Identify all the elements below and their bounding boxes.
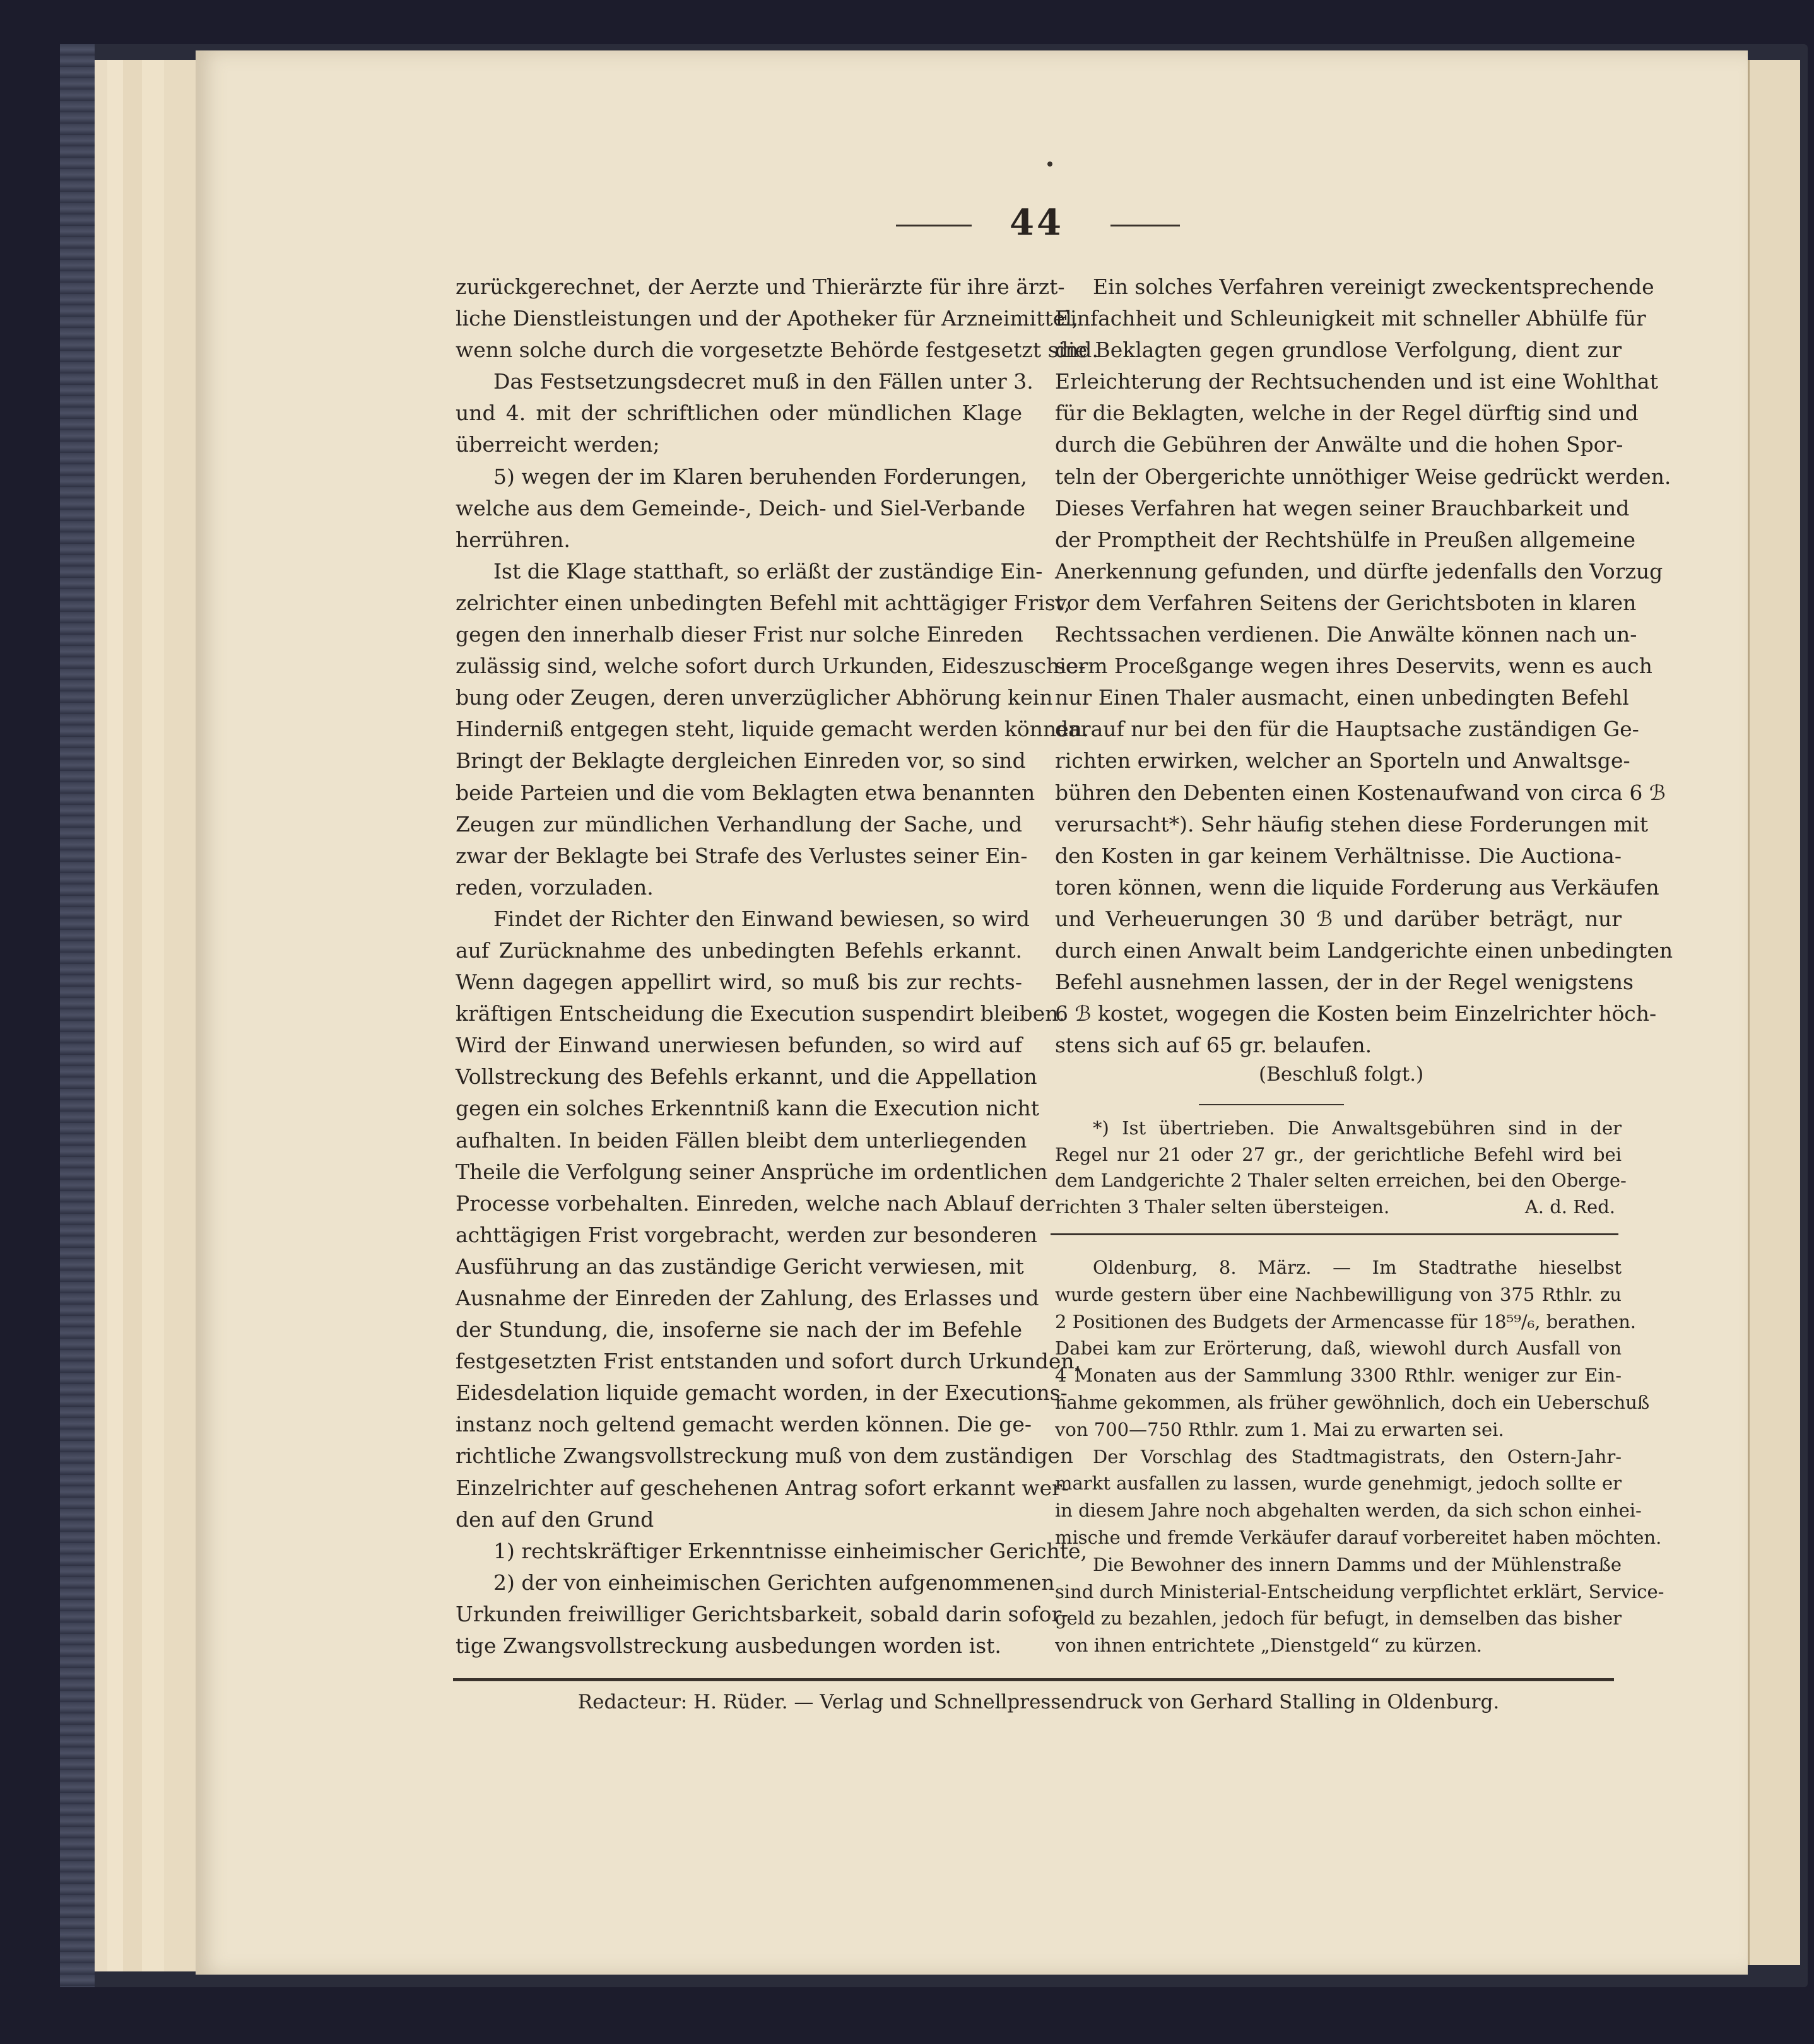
text-line: Das Festsetzungsdecret muß in den Fällen unter 3. xyxy=(493,369,1034,394)
text-line: stens sich auf 65 gr. belaufen. xyxy=(1055,1033,1372,1058)
footnote-signature: A. d. Red. xyxy=(1524,1195,1615,1218)
footnote-separator xyxy=(1199,1104,1344,1105)
text-line: beide Parteien und die vom Beklagten etwa benannten xyxy=(456,780,1035,805)
book-binding xyxy=(60,44,95,1987)
right-column-news xyxy=(1055,1254,1664,1659)
text-line: der Stundung, die, insoferne sie nach der im Befehle xyxy=(456,1317,1022,1342)
text-line: richten erwirken, welcher an Sporteln und Anwaltsge- xyxy=(1055,748,1630,773)
text-line: markt ausfallen zu lassen, wurde genehmigt, jedoch sollte er xyxy=(1055,1472,1622,1495)
page-number: 44 xyxy=(1010,202,1064,244)
text-line: achttägigen Frist vorgebracht, werden zur besonderen xyxy=(456,1222,1037,1247)
text-line: richten 3 Thaler selten übersteigen. xyxy=(1055,1195,1390,1218)
text-line: liche Dienstleistungen und der Apotheker für Arzneimittel, xyxy=(456,306,1079,331)
text-line: die Beklagten gegen grundlose Verfolgung, dient zur xyxy=(1055,338,1622,363)
text-line: Die Bewohner des innern Damms und der Mühlenstraße xyxy=(1093,1553,1622,1575)
page-number-rule-left xyxy=(896,225,972,226)
text-line: Der Vorschlag des Stadtmagistrats, den Ostern-Jahr- xyxy=(1093,1445,1622,1467)
text-line: 4 Monaten aus der Sammlung 3300 Rthlr. weniger zur Ein- xyxy=(1055,1365,1622,1387)
text-line: von ihnen entrichtete „Dienstgeld“ zu kürzen. xyxy=(1055,1635,1482,1657)
text-line: instanz noch geltend gemacht werden können. Die ge- xyxy=(456,1412,1032,1437)
facing-page-edge xyxy=(1748,60,1800,1965)
text-line: Ein solches Verfahren vereinigt zweckentsprechende xyxy=(1093,274,1654,299)
text-line: geld zu bezahlen, jedoch für befugt, in demselben das bisher xyxy=(1055,1607,1622,1630)
text-line: toren können, wenn die liquide Forderung aus Verkäufen xyxy=(1055,874,1659,900)
text-line: gegen ein solches Erkenntniß kann die Execution nicht xyxy=(456,1096,1039,1121)
continuation-note: (Beschluß folgt.) xyxy=(1259,1063,1424,1086)
text-line: Rechtssachen verdienen. Die Anwälte können nach un- xyxy=(1055,622,1637,647)
text-line: reden, vorzuladen. xyxy=(456,874,654,900)
text-line: Ausführung an das zuständige Gericht verwiesen, mit xyxy=(456,1254,1024,1279)
text-line: zelrichter einen unbedingten Befehl mit achttägiger Frist, xyxy=(456,590,1071,615)
page-number-rule-right xyxy=(1110,225,1180,226)
text-line: Hinderniß entgegen steht, liquide gemacht werden können. xyxy=(456,717,1089,742)
text-line: auf Zurücknahme des unbedingten Befehls erkannt. xyxy=(456,937,1022,963)
text-line: Findet der Richter den Einwand bewiesen, so wird xyxy=(493,906,1030,931)
text-line: durch einen Anwalt beim Landgerichte einen unbedingten xyxy=(1055,937,1673,963)
text-line: in diesem Jahre noch abgehalten werden, da sich schon einhei- xyxy=(1055,1500,1642,1522)
text-line: zwar der Beklagte bei Strafe des Verlustes seiner Ein- xyxy=(456,843,1028,868)
text-line: sind durch Ministerial-Entscheidung verpflichtet erklärt, Service- xyxy=(1055,1580,1664,1602)
text-line: überreicht werden; xyxy=(456,432,660,457)
text-line: der Promptheit der Rechtshülfe in Preußen allgemeine xyxy=(1055,527,1636,552)
right-column-top xyxy=(1055,271,1673,1061)
text-line: kräftigen Entscheidung die Execution suspendirt bleiben. xyxy=(456,1001,1065,1026)
text-line: 2) der von einheimischen Gerichten aufgenommenen xyxy=(493,1570,1055,1595)
text-line: 2 Positionen des Budgets der Armencasse für 18⁵⁹/₆, berathen. xyxy=(1055,1310,1636,1332)
text-line: von 700—750 Rthlr. zum 1. Mai zu erwarten sei. xyxy=(1055,1418,1504,1440)
ink-speck xyxy=(1047,162,1052,167)
text-line: 6 ℬ kostet, wogegen die Kosten beim Einzelrichter höch- xyxy=(1055,1001,1657,1026)
text-line: serm Proceßgange wegen ihres Deservits, wenn es auch xyxy=(1055,654,1652,679)
text-line: Oldenburg, 8. März. — Im Stadtrathe hieselbst xyxy=(1093,1257,1622,1278)
text-line: richtliche Zwangsvollstreckung muß von dem zuständigen xyxy=(456,1443,1074,1469)
text-line: vor dem Verfahren Seitens der Gerichtsboten in klaren xyxy=(1055,590,1637,615)
text-line: Zeugen zur mündlichen Verhandlung der Sache, und xyxy=(456,811,1022,837)
footnote xyxy=(1055,1115,1627,1220)
text-line: für die Beklagten, welche in der Regel dürftig sind und xyxy=(1055,401,1639,426)
text-line: Processe vorbehalten. Einreden, welche nach Ablauf der xyxy=(456,1190,1056,1216)
text-line: Urkunden freiwilliger Gerichtsbarkeit, sobald darin sofor- xyxy=(456,1601,1069,1626)
text-line: Anerkennung gefunden, und dürfte jedenfalls den Vorzug xyxy=(1055,558,1663,584)
text-line: mische und fremde Verkäufer darauf vorbereitet haben möchten. xyxy=(1055,1526,1662,1548)
text-line: tige Zwangsvollstreckung ausbedungen worden ist. xyxy=(456,1633,1001,1659)
text-line: den auf den Grund xyxy=(456,1507,654,1532)
text-line: darauf nur bei den für die Hauptsache zuständigen Ge- xyxy=(1055,717,1639,742)
left-column xyxy=(456,271,1098,1662)
text-line: Eidesdelation liquide gemacht worden, in der Executions- xyxy=(456,1380,1068,1406)
text-line: herrühren. xyxy=(456,527,570,552)
text-line: und Verheuerungen 30 ℬ und darüber beträgt, nur xyxy=(1055,906,1622,931)
text-line: bung oder Zeugen, deren unverzüglicher Abhörung kein xyxy=(456,685,1053,710)
text-line: Befehl ausnehmen lassen, der in der Regel wenigstens xyxy=(1055,970,1634,995)
text-line: verursacht*). Sehr häufig stehen diese Forderungen mit xyxy=(1055,811,1648,837)
text-line: Wenn dagegen appellirt wird, so muß bis zur rechts- xyxy=(456,970,1022,995)
text-line: Vollstreckung des Befehls erkannt, und die Appellation xyxy=(456,1064,1037,1090)
text-line: 5) wegen der im Klaren beruhenden Forderungen, xyxy=(493,464,1027,489)
text-line: Erleichterung der Rechtsuchenden und ist eine Wohlthat xyxy=(1055,369,1658,394)
column-rule-short xyxy=(1051,1233,1618,1235)
text-line: Einfachheit und Schleunigkeit mit schneller Abhülfe für xyxy=(1055,306,1646,331)
text-line: Ausnahme der Einreden der Zahlung, des Erlasses und xyxy=(456,1286,1039,1310)
text-line: aufhalten. In beiden Fällen bleibt dem unterliegenden xyxy=(456,1127,1027,1153)
text-line: Regel nur 21 oder 27 gr., der gerichtliche Befehl wird bei xyxy=(1055,1143,1622,1165)
text-line: Bringt der Beklagte dergleichen Einreden vor, so sind xyxy=(456,748,1026,773)
text-line: welche aus dem Gemeinde-, Deich- und Siel-Verbande xyxy=(456,495,1026,520)
text-line: wurde gestern über eine Nachbewilligung von 375 Rthlr. zu xyxy=(1055,1283,1622,1305)
text-line: Theile die Verfolgung seiner Ansprüche im ordentlichen xyxy=(456,1159,1048,1184)
imprint: Redacteur: H. Rüder. — Verlag und Schnellpressendruck von Gerhard Stalling in Oldenburg. xyxy=(577,1691,1500,1713)
text-line: und 4. mit der schriftlichen oder mündlichen Klage xyxy=(456,401,1022,426)
text-line: durch die Gebühren der Anwälte und die hohen Spor- xyxy=(1055,432,1623,457)
text-line: wenn solche durch die vorgesetzte Behörde festgesetzt sind. xyxy=(456,338,1098,363)
text-line: gegen den innerhalb dieser Frist nur solche Einreden xyxy=(456,622,1023,647)
text-line: Ist die Klage statthaft, so erläßt der zuständige Ein- xyxy=(493,558,1043,584)
text-line: zurückgerechnet, der Aerzte und Thierärzte für ihre ärzt- xyxy=(456,274,1065,299)
text-line: Einzelrichter auf geschehenen Antrag sofort erkannt wer- xyxy=(456,1475,1069,1500)
text-line: nur Einen Thaler ausmacht, einen unbedingten Befehl xyxy=(1055,685,1629,710)
text-line: *) Ist übertrieben. Die Anwaltsgebühren sind in der xyxy=(1093,1117,1622,1139)
text-line: dem Landgerichte 2 Thaler selten erreichen, bei den Oberge- xyxy=(1055,1170,1627,1191)
text-line: den Kosten in gar keinem Verhältnisse. Die Auctiona- xyxy=(1055,843,1622,868)
text-line: nahme gekommen, als früher gewöhnlich, doch ein Ueberschuß xyxy=(1055,1391,1650,1413)
text-line: festgesetzten Frist entstanden und sofort durch Urkunden, xyxy=(456,1349,1081,1374)
text-line: 1) rechtskräftiger Erkenntnisse einheimischer Gerichte, xyxy=(493,1538,1088,1563)
text-line: Dieses Verfahren hat wegen seiner Brauchbarkeit und xyxy=(1055,495,1630,520)
text-line: Dabei kam zur Erörterung, daß, wiewohl durch Ausfall von xyxy=(1055,1337,1622,1360)
imprint-rule xyxy=(453,1678,1614,1681)
text-line: Wird der Einwand unerwiesen befunden, so wird auf xyxy=(456,1033,1022,1058)
text-line: zulässig sind, welche sofort durch Urkunden, Eideszuschie- xyxy=(456,654,1086,679)
page-stack-edge xyxy=(164,60,197,1971)
text-line: bühren den Debenten einen Kostenaufwand von circa 6 ℬ xyxy=(1055,780,1666,805)
text-line: teln der Obergerichte unnöthiger Weise gedrückt werden. xyxy=(1055,464,1671,489)
